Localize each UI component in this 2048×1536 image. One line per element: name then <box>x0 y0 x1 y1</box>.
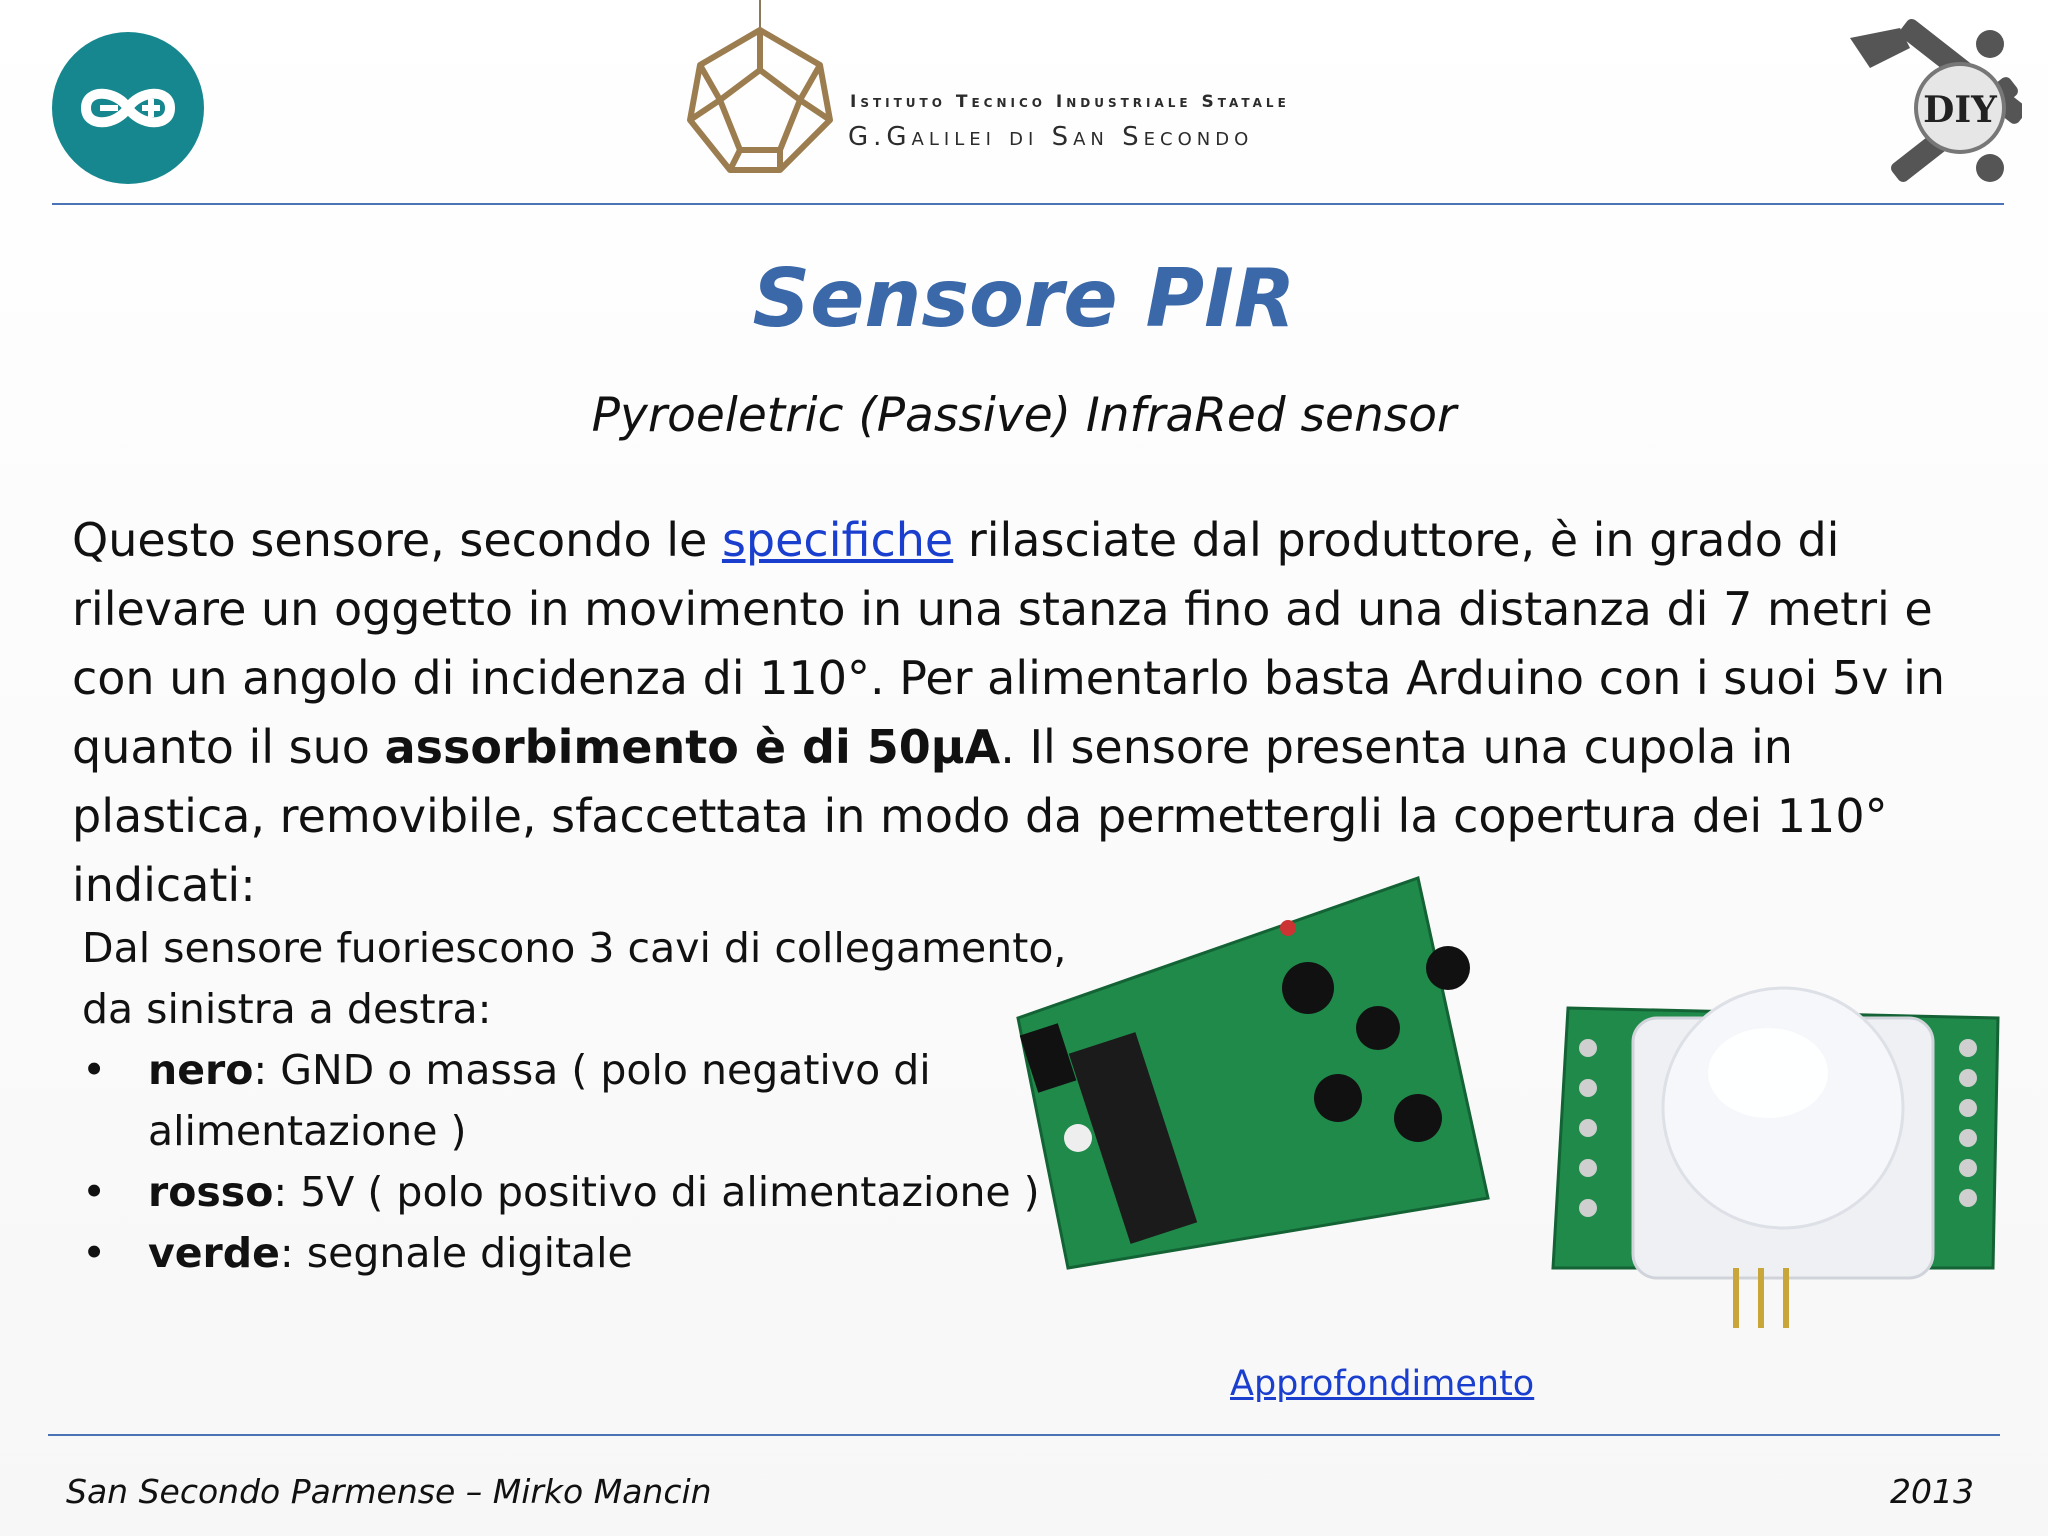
bullet: • <box>82 1229 107 1277</box>
slide-subtitle: Pyroeletric (Passive) InfraRed sensor <box>591 388 1457 443</box>
arduino-logo-icon <box>52 32 204 184</box>
para-bold-absorption: assorbimento è di 50µA <box>384 720 1001 774</box>
para-text-1: Questo sensore, secondo le <box>72 513 722 567</box>
description-paragraph <box>72 506 1972 920</box>
school-name-line1: Istituto Tecnico Industriale Statale <box>850 92 1290 112</box>
diy-logo-text: DIY <box>1923 89 1997 131</box>
cables-list <box>82 1040 1082 1284</box>
para-text-3: . Il sensore presenta una cupola in plastica, removibile, sfaccettata in modo da permettergli la copertura dei 110° indicati: <box>72 720 1888 912</box>
para-text-2: rilasciate dal produttore, è in grado di rilevare un oggetto in movimento in una stanza fino ad una distanza di 7 metri e con un angolo di incidenza di 110°. Per alimentarlo basta Arduino con i suoi 5v in quanto il suo <box>72 513 1946 774</box>
header-divider <box>52 203 2004 205</box>
list-item <box>82 1040 1082 1162</box>
school-logo-icon <box>670 0 850 190</box>
pir-sensor-photo <box>1008 868 2008 1348</box>
pcb-back-icon <box>1018 878 1488 1268</box>
pcb-front-icon <box>1553 988 1998 1328</box>
approfondimento-link[interactable]: Approfondimento <box>1230 1364 1535 1404</box>
cable-name: rosso <box>148 1168 274 1216</box>
bullet: • <box>82 1168 107 1216</box>
cables-block <box>82 918 1082 1284</box>
footer-year: 2013 <box>1890 1472 1974 1511</box>
cable-desc: : segnale digitale <box>279 1229 633 1277</box>
list-item <box>82 1223 1082 1284</box>
cable-name: nero <box>148 1046 254 1094</box>
diy-tools-logo-icon <box>1840 18 2022 194</box>
cable-name: verde <box>148 1229 280 1277</box>
footer-divider <box>48 1434 2000 1436</box>
list-item <box>82 1162 1082 1223</box>
cable-desc: : 5V ( polo positivo di alimentazione ) <box>273 1168 1040 1216</box>
school-name-line2: G.Galilei di San Secondo <box>848 122 1254 152</box>
slide-title: Sensore PIR <box>752 252 1296 345</box>
specifiche-link[interactable]: specifiche <box>721 513 954 567</box>
cable-desc: : GND o massa ( polo negativo di alimentazione ) <box>148 1046 931 1155</box>
bullet: • <box>82 1046 107 1094</box>
footer-author: San Secondo Parmense – Mirko Mancin <box>66 1472 712 1511</box>
cables-intro: Dal sensore fuoriescono 3 cavi di collegamento, da sinistra a destra: <box>82 924 1067 1033</box>
